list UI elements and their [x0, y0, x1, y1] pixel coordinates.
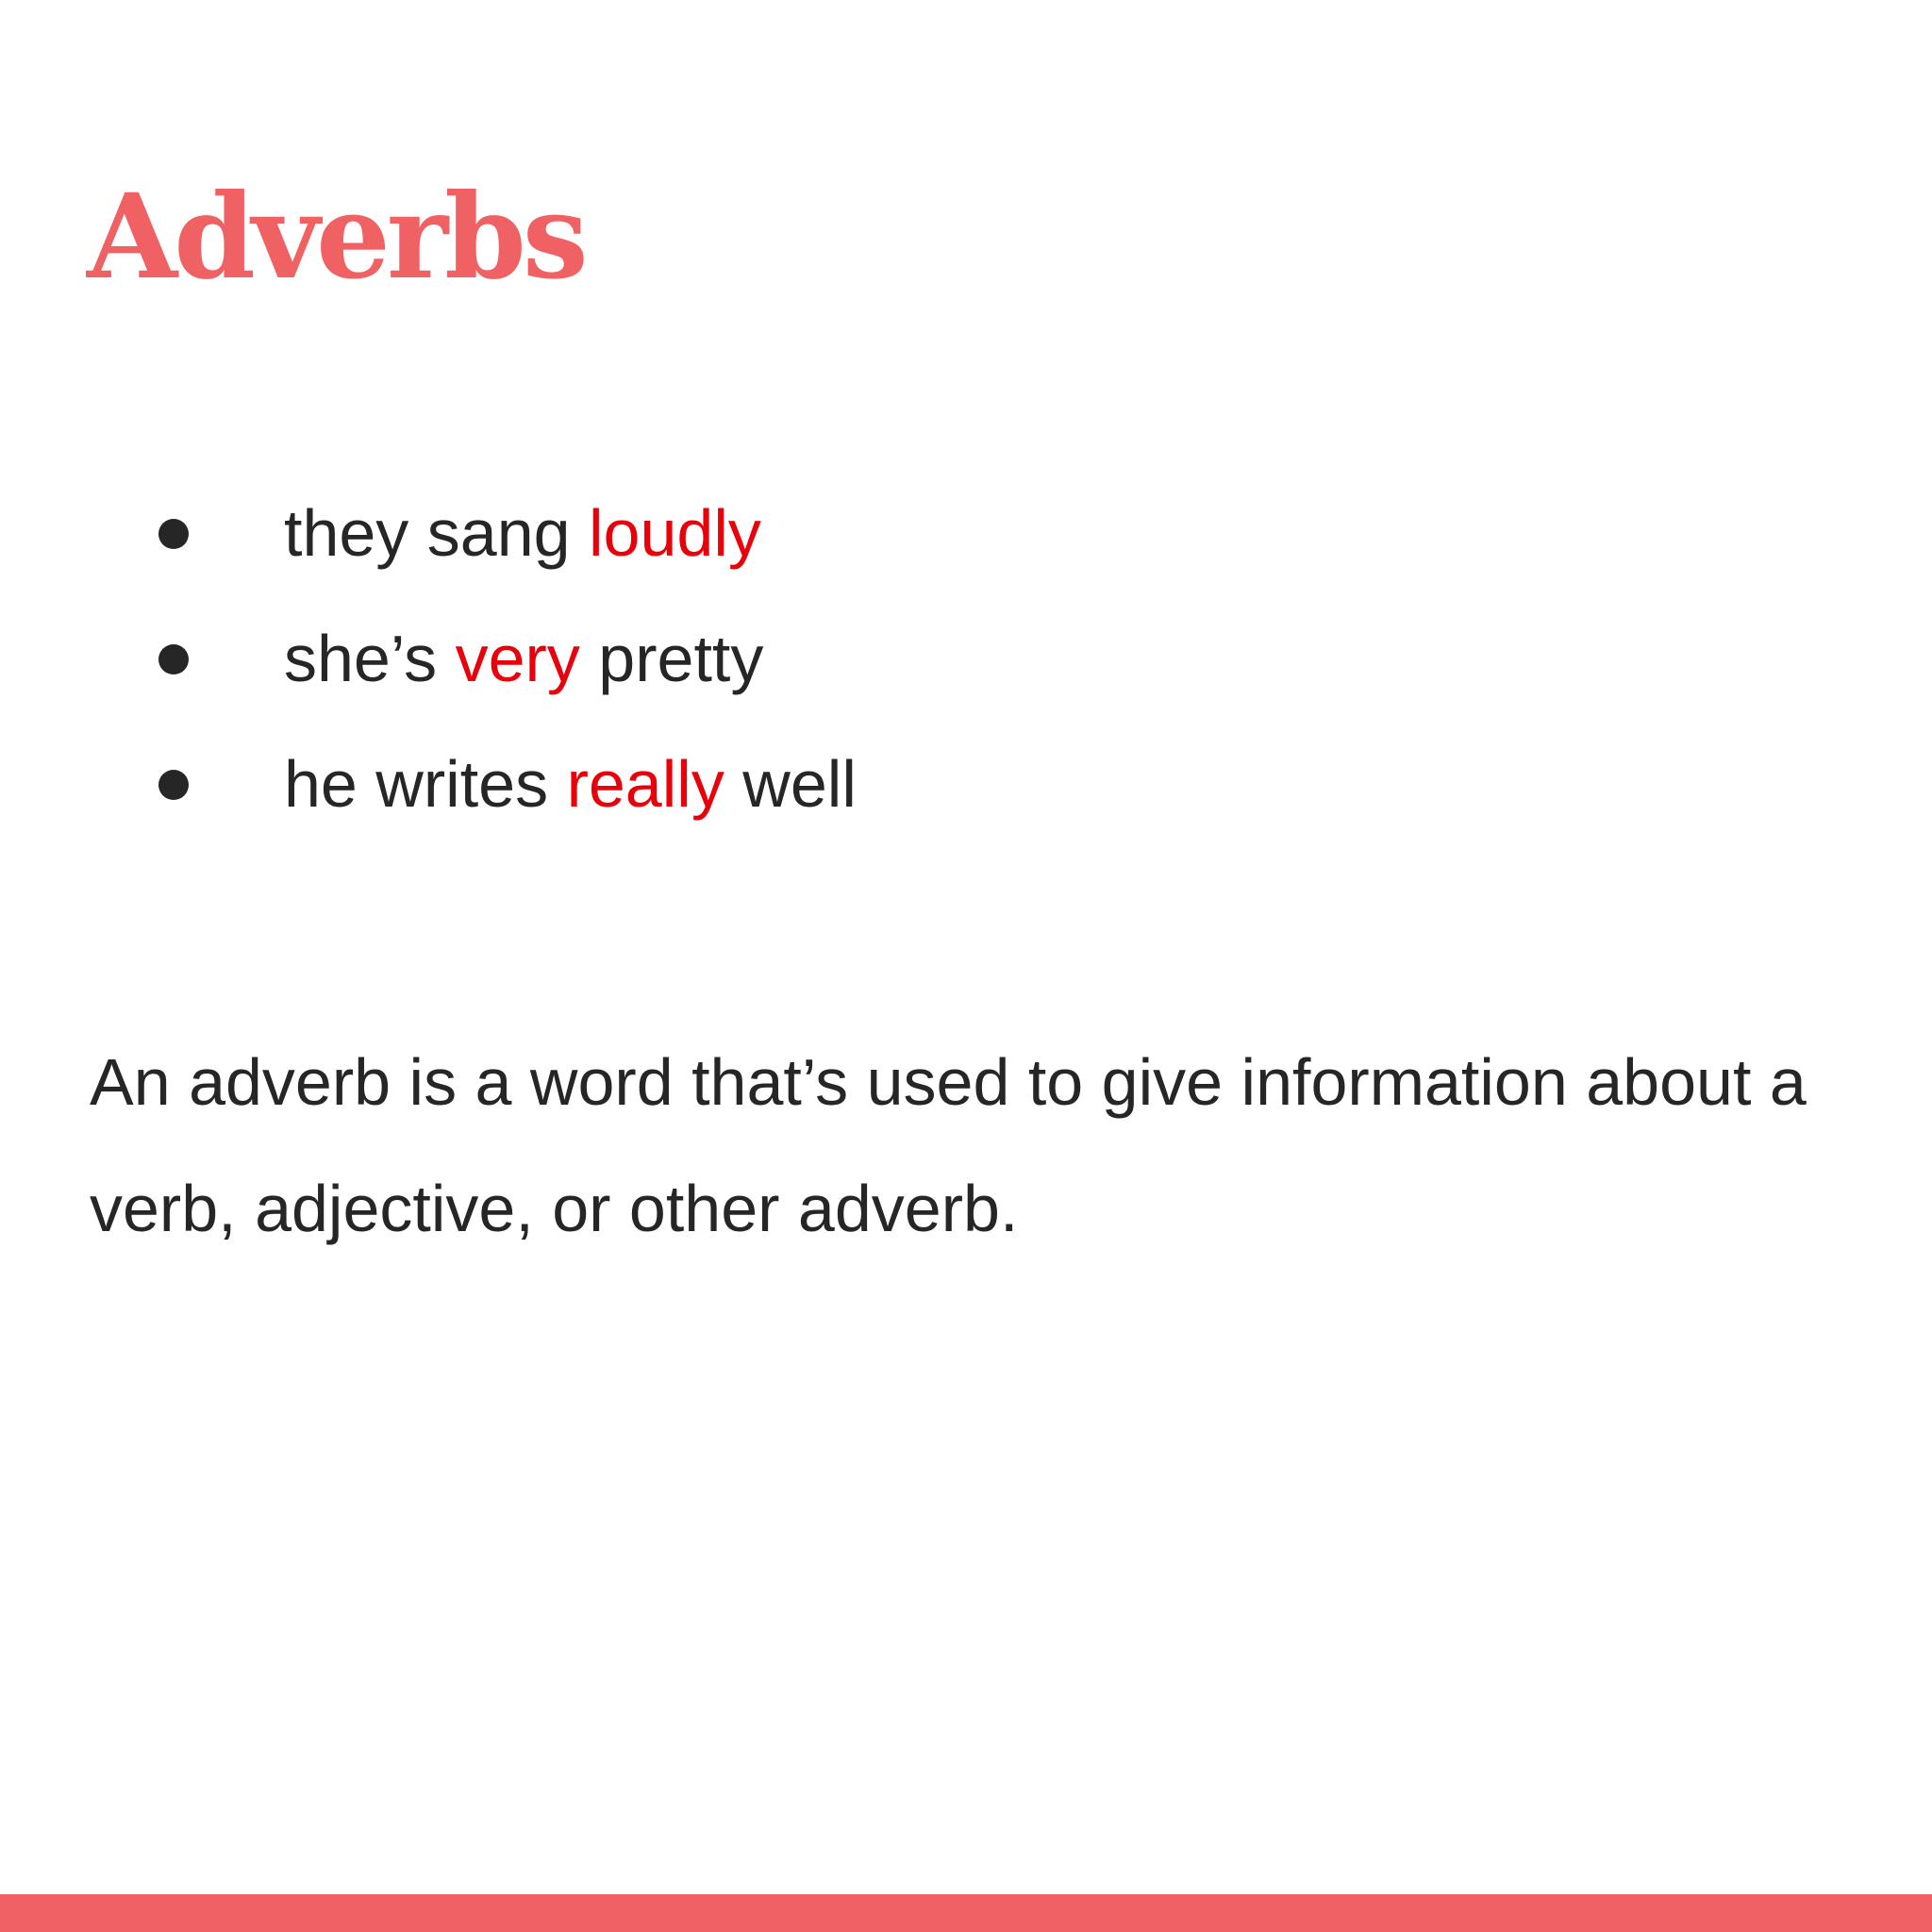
example-text-before: he writes	[284, 747, 567, 821]
example-text-after: pretty	[579, 622, 764, 695]
example-text-before: they sang	[284, 496, 589, 570]
bullet-icon	[158, 519, 189, 549]
example-adverb: very	[455, 622, 580, 695]
example-item	[0, 616, 857, 741]
example-text-after: well	[724, 747, 857, 821]
example-adverb: loudly	[589, 496, 761, 570]
slide-title: Adverbs	[87, 169, 585, 306]
example-item	[0, 491, 857, 616]
example-text-before: she’s	[284, 622, 456, 695]
definition-text: An adverb is a word that’s used to give information about a verb, adjective, or other adverb.	[90, 1045, 1807, 1245]
example-list	[0, 491, 857, 867]
bullet-icon	[158, 770, 189, 800]
example-item	[0, 741, 857, 867]
example-adverb: really	[566, 747, 724, 821]
bullet-icon	[158, 644, 189, 675]
footer-accent-bar	[0, 1894, 1932, 1932]
